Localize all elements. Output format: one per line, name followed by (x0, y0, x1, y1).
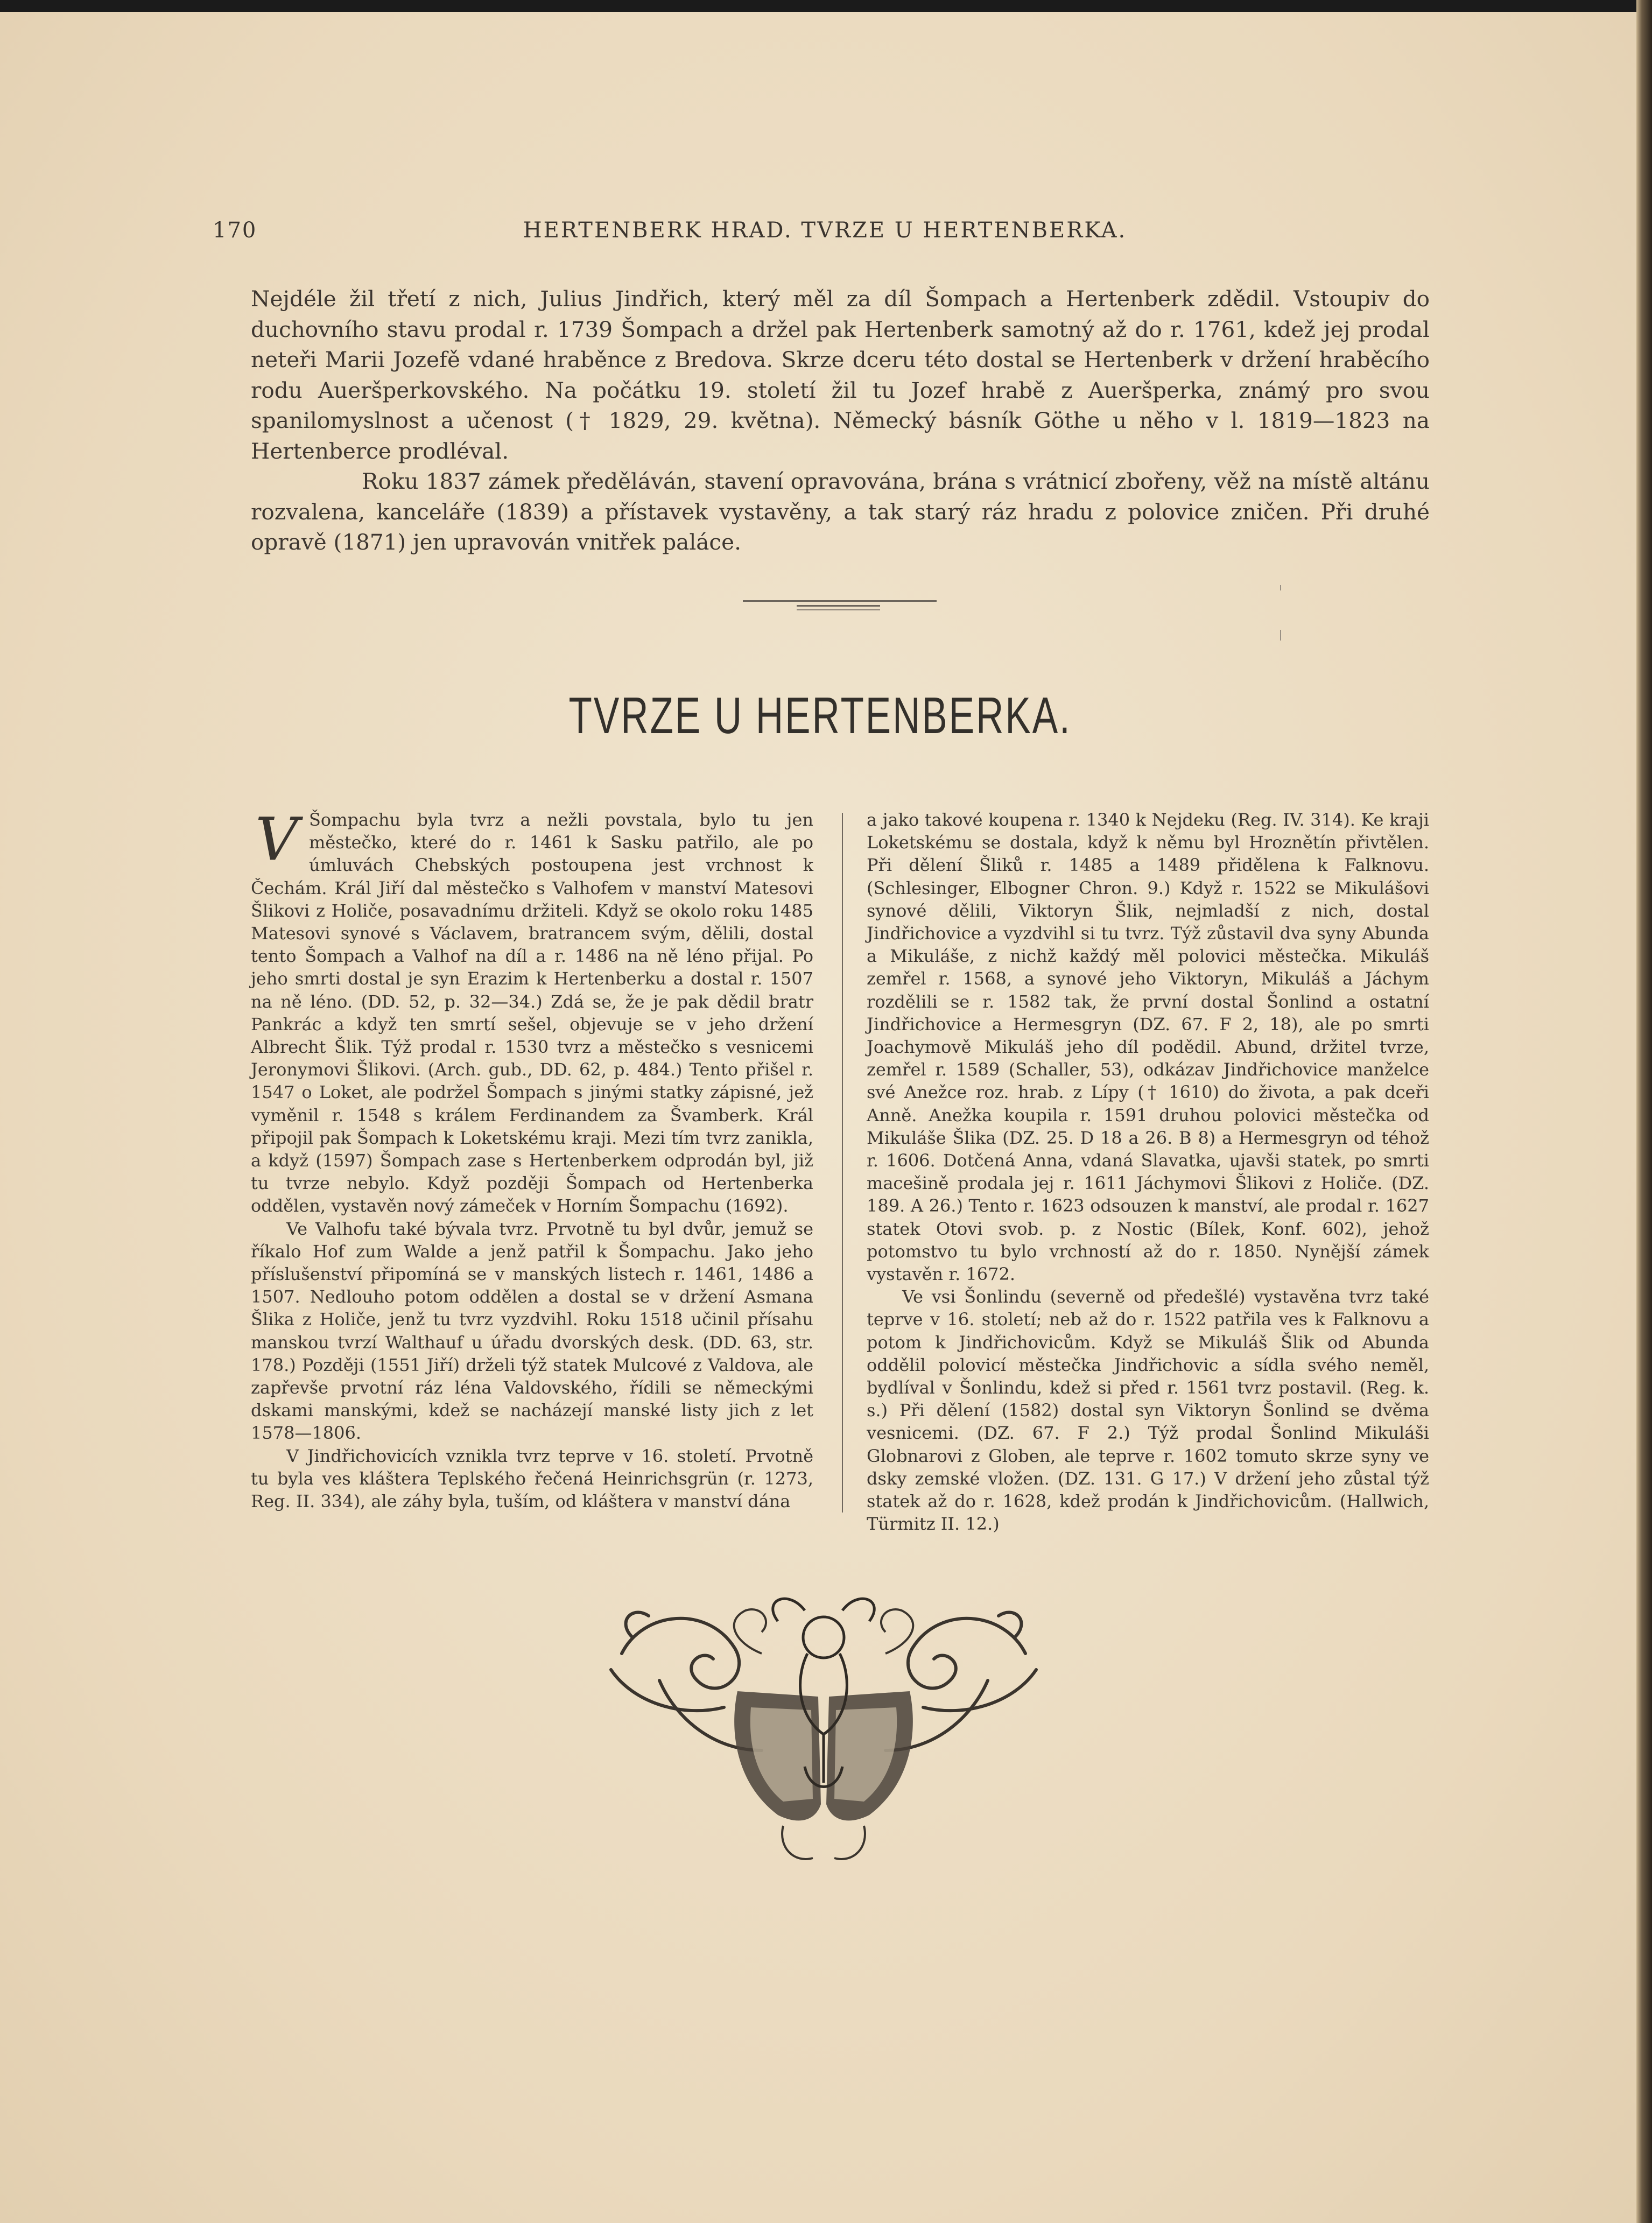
book-binding-edge (1636, 0, 1652, 2223)
drop-cap: V (255, 805, 298, 874)
left-column (251, 805, 813, 1513)
page-header (213, 218, 1437, 250)
column-paragraph: V Jindřichovicích vznikla tvrz teprve v 16. století. Prvotně tu byla ves kláštera Teplského řečená Heinrichsgrün (r. 1273, Reg. II. 334), ale záhy byla, tuším, od kláštera v manství dána (251, 1445, 813, 1512)
right-column (867, 808, 1429, 1536)
section-divider (743, 596, 937, 612)
intro-paragraph: Roku 1837 zámek předěláván, stavení opravována, brána s vrátnicí zbořeny, věž na místě altánu rozvalena, kanceláře (1839) a přístavek vystavěny, a tak starý ráz hradu z polovice zničen. Při druhé opravě (1871) jen upravován vnitřek paláce. (251, 468, 1430, 555)
divider-rule (743, 600, 937, 602)
divider-rule (797, 609, 880, 610)
heraldic-ornament-icon (600, 1589, 1047, 1880)
running-title: HERTENBERK HRAD. TVRZE U HERTENBERKA. (523, 218, 1127, 243)
column-paragraph: Ve vsi Šonlindu (severně od předešlé) vystavěna tvrz také teprve v 16. století; neb až do r. 1522 patřila ves k Falknovu a potom k Jindřichovicům. Když se Mikuláš Šlik od Abunda oddělil polovicí městečka Jindřichovic a sídla svého neměl, bydlíval v Šonlindu, kdež si před r. 1561 tvrz postavil. (Reg. k. s.) Při dělení (1582) dostal syn Viktoryn Šonlind se dvěma vesnicemi. (DZ. 67. F 2.) Týž prodal Šonlind Mikuláši Globnarovi z Globen, ale teprve r. 1602 tomuto skrze syny ve dsky zemské vložen. (DZ. 131. G 17.) V držení jeho zůstal týž statek až do r. 1628, kdež prodán k Jindřichovicům. (Hallwich, Türmitz II. 12.) (867, 1286, 1429, 1535)
book-page (0, 12, 1636, 2223)
page-number: 170 (213, 218, 257, 243)
intro-paragraph: Nejdéle žil třetí z nich, Julius Jindřich, který měl za díl Šompach a Hertenberk zdědil. Vstoupiv do duchovního stavu prodal r. 1739 Šompach a držel pak Hertenberk samotný až do r. 1761, kdež jej prodal neteři Marii Jozefě vdané hraběnce z Bredova. Skrze dceru této dostal se Hertenberk v držení hraběcího rodu Aueršperkovského. Na počátku 19. století žil tu Jozef hrabě z Aueršperka, známý pro svou spanilomyslnost a učenost († 1829, 29. května). Německý básník Göthe u něho v l. 1819—1823 na Hertenberce prodléval. (251, 286, 1430, 464)
margin-mark (1280, 585, 1281, 590)
section-title: TVRZE U HERTENBERKA. (568, 687, 1072, 744)
margin-mark (1280, 630, 1281, 641)
intro-text (251, 284, 1430, 558)
column-paragraph: a jako takové koupena r. 1340 k Nejdeku (Reg. IV. 314). Ke kraji Loketskému se dostala, když k němu byl Hroznětín přivtělen. Při dělení Šliků r. 1485 a 1489 přidělena k Falknovu. (Schlesinger, Elbogner Chron. 9.) Když r. 1522 se Mikulášovi synové dělili, Viktoryn Šlik, nejmladší z nich, dostal Jindřichovice a vyzdvihl si tu tvrz. Týž zůstavil dva syny Abunda a Mikuláše, z nichž každý měl polovici městečka. Mikuláš zemřel r. 1568, a synové jeho Viktoryn, Mikuláš a Jáchym rozdělili se r. 1582 tak, že první dostal Šonlind a ostatní Jindřichovice a Hermesgryn (DZ. 67. F 2, 18), ale po smrti Joachymově Mikuláš jeho díl podědil. Abund, držitel tvrze, zemřel r. 1589 (Schaller, 53), odkázav Jindřichovice manželce své Anežce roz. hrab. z Lípy († 1610) do života, a pak dceři Anně. Anežka koupila r. 1591 druhou polovici městečka od Mikuláše Šlika (DZ. 25. D 18 a 26. B 8) a Hermesgryn od téhož r. 1606. Dotčená Anna, vdaná Slavatka, ujavši statek, po smrti macešině prodala jej r. 1611 Jáchymovi Šlikovi z Holiče. (DZ. 189. A 26.) Tento r. 1623 odsouzen k manství, ale prodal r. 1627 statek Otovi svob. p. z Nostic (Bílek, Konf. 602), jehož potomstvo tu bylo vrchností až do r. 1850. Nynější zámek vystavěn r. 1672. (867, 810, 1429, 1285)
column-paragraph: Ve Valhofu také bývala tvrz. Prvotně tu byl dvůr, jemuž se říkalo Hof zum Walde a jenž patřil k Šompachu. Jako jeho příslušenství připomíná se v manských listech r. 1461, 1486 a 1507. Nedlouho potom oddělen a dostal se v držení Asmana Šlika z Holiče, jenž tu tvrz vyzdvihl. Roku 1518 učinil přísahu manskou tvrzí Walthauf u úřadu dvorských desk. (DD. 63, str. 178.) Později (1551 Jiří) drželi týž statek Mulcové z Valdova, ale zapřevše prvotní ráz léna Valdovského, řídili se německými dskami manskými, kdež se nacházejí manské listy jich z let 1578—1806. (251, 1218, 813, 1444)
column-rule (842, 813, 843, 1513)
column-paragraph: Šompachu byla tvrz a nežli povstala, bylo tu jen městečko, které do r. 1461 k Sasku patřilo, ale po úmluvách Chebských postoupena jest vrchnost k Čechám. Král Jiří dal městečko s Valhofem v manství Matesovi Šlikovi z Holiče, posavadnímu držiteli. Když se okolo roku 1485 Matesovi synové s Václavem, bratrancem svým, dělili, dostal tento Šompach a Valhof na díl a r. 1486 na ně léno přijal. Po jeho smrti dostal je syn Erazim k Hertenberku a dostal r. 1507 na ně léno. (DD. 52, p. 32—34.) Zdá se, že je pak dědil bratr Pankrác a když ten smrtí sešel, objevuje se v jeho držení Albrecht Šlik. Týž prodal r. 1530 tvrz a městečko s vesnicemi Jeronymovi Šlikovi. (Arch. gub., DD. 62, p. 484.) Tento přišel r. 1547 o Loket, ale podržel Šompach s jinými statky zápisné, jež vyměnil r. 1548 s králem Ferdinandem za Švamberk. Král připojil pak Šompach k Loketskému kraji. Mezi tím tvrz zanikla, a když (1597) Šompach zase s Hertenberkem odprodán byl, již tu tvrze nebylo. Když později Šompach od Hertenberka oddělen, vystavěn nový zámeček v Horním Šompachu (1692). (251, 810, 813, 1216)
divider-rule (797, 605, 880, 607)
